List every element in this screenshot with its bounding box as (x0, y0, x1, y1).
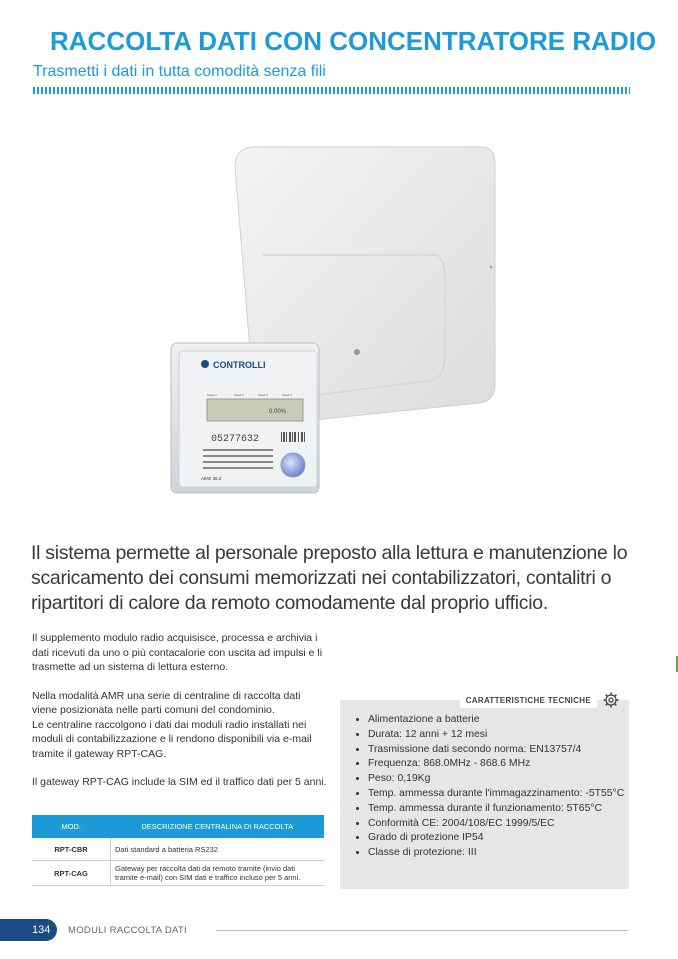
meter-key-4: Assol 4 (282, 393, 292, 397)
product-photo (143, 105, 553, 515)
spec-item: • Alimentazione a batterie (368, 713, 630, 728)
meter-serial: 05277632 (211, 434, 260, 445)
meter-key-1: Assol 1 (207, 393, 217, 397)
spec-item: • Temp. ammessa durante l'immagazzinamento: -5T55°C (368, 787, 630, 802)
gear-icon (603, 692, 619, 708)
spec-item: • Temp. ammessa durante il funzionamento: 5T65°C (368, 802, 630, 817)
spec-item: • Conformità CE: 2004/108/EC 1999/5/EC (368, 817, 630, 832)
body-paragraph: Il supplemento modulo radio acquisisce, processa e archivia i dati ricevuti da uno o più contacalorie con uscita ad impulsi e li trasmette ad un sistema di lettura esterno. (32, 632, 323, 673)
table-header-mod: MOD. (32, 815, 111, 838)
table-header-desc: DESCRIZIONE CENTRALINA DI RACCOLTA (111, 815, 325, 838)
spec-item: • Durata: 12 anni + 12 mesi (368, 728, 630, 743)
meter-brand: CONTROLLI (213, 360, 266, 370)
table-cell-desc: Dati standard a batteria RS232 (111, 838, 325, 861)
specs-list (354, 713, 630, 861)
meter-key-3: Assol 3 (258, 393, 268, 397)
spec-item: • Classe di protezione: III (368, 846, 630, 861)
body-paragraph: Le centraline raccolgono i dati dai moduli radio installati nei moduli di contabilizzazione e li rendono disponibili via e-mail tramite il gateway RPT-CAG. (32, 718, 312, 760)
footer-rule (216, 930, 628, 931)
body-sentence: Nella modalità AMR una serie di centraline di raccolta dati viene posizionata nelle parti comuni del condominio. (32, 689, 301, 716)
meter-key-2: Assol 2 (234, 393, 244, 397)
spec-item: • Trasmissione dati secondo norma: EN13757/4 (368, 743, 630, 758)
page-subtitle: Trasmetti i dati in tutta comodità senza fili (33, 63, 326, 80)
specs-box (340, 695, 629, 889)
meter-device (171, 343, 319, 493)
page-number-badge: 134 (0, 919, 57, 941)
product-illustration (143, 105, 553, 515)
table-cell-desc: Gateway per raccolta dati da remoto tramite (invio dati tramite e-mail) con SIM dati e traffico incluso per 5 anni. (111, 861, 325, 886)
spec-item: • Frequenza: 868.0MHz - 868.6 MHz (368, 757, 630, 772)
page-title: RACCOLTA DATI CON CONCENTRATORE RADIO (50, 26, 657, 56)
table-row (32, 838, 324, 861)
table-cell-mod: RPT-CBR (32, 838, 111, 861)
body-paragraph: Il gateway RPT-CAG include la SIM ed il traffico dati per 5 anni. (32, 776, 327, 788)
spec-item: • Grado di protezione IP54 (368, 831, 630, 846)
specs-title: CARATTERISTICHE TECNICHE (460, 693, 597, 708)
meter-display-text: 0.00% (269, 409, 287, 415)
meter-model: AEW 36.2 (201, 476, 222, 481)
body-column (32, 631, 327, 804)
specs-header (460, 692, 619, 708)
table-cell-mod: RPT-CAG (32, 861, 111, 886)
intro-text: Il sistema permette al personale preposto alla lettura e manutenzione lo scaricamento dei consumi memorizzati nei contabilizzatori, contalitri o ripartitori di calore da remoto comodamente dal proprio ufficio. (31, 542, 628, 614)
dashed-rule (33, 87, 630, 94)
spec-item: • Peso: 0,19Kg (368, 772, 630, 787)
body-paragraph (32, 689, 327, 718)
footer-section-label: MODULI RACCOLTA DATI (68, 925, 187, 936)
table-row (32, 861, 324, 886)
models-table (32, 815, 324, 886)
table-header-row (32, 815, 324, 838)
